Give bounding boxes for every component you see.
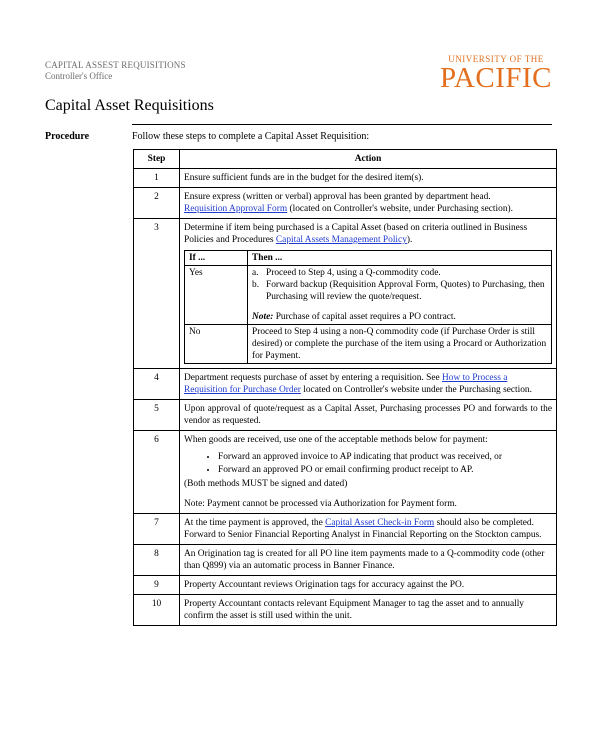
- page-title: Capital Asset Requisitions: [45, 97, 214, 114]
- table-row: [134, 576, 557, 595]
- step-number: 1: [134, 169, 180, 188]
- step-column-header: Step: [134, 150, 180, 169]
- decision-header-row: [185, 251, 552, 266]
- list-item: • Forward an approved PO or email confirming product receipt to AP.: [218, 464, 552, 476]
- action-text: Ensure express (written or verbal) approval has been granted by department head.: [184, 192, 491, 202]
- table-row: [134, 219, 557, 369]
- sub-item-label: b.: [252, 280, 260, 290]
- payment-methods-list: [184, 451, 552, 476]
- capital-assets-policy-link[interactable]: Capital Assets Management Policy: [275, 235, 407, 245]
- process-requisition-link[interactable]: How to Process a Requisition for Purchase Order: [184, 373, 508, 395]
- list-item: • Forward an approved invoice to AP indicating that product was received, or: [218, 451, 552, 463]
- step-action: Upon approval of quote/request as a Capital Asset, Purchasing processes PO and forwards to the vendor as requested.: [180, 400, 557, 431]
- table-row: [134, 169, 557, 188]
- sub-item-text: Proceed to Step 4, using a Q-commodity code.: [266, 268, 441, 278]
- procedure-intro: Follow these steps to complete a Capital Asset Requisition:: [132, 131, 370, 142]
- document-header-subtitle: Controller's Office: [45, 71, 113, 81]
- action-text: should also be completed. Forward to Senior Financial Reporting Analyst in Financial Reporting on the Stockton campus.: [184, 518, 542, 540]
- step-number: 10: [134, 595, 180, 626]
- decision-sub-item: [252, 279, 547, 303]
- step-number: 3: [134, 219, 180, 369]
- table-row: [134, 369, 557, 400]
- title-divider: [132, 124, 552, 125]
- decision-row-no: [185, 325, 552, 364]
- decision-if-no: No: [185, 325, 248, 364]
- table-row: [134, 400, 557, 431]
- step-action: [180, 188, 557, 219]
- step-action: Ensure sufficient funds are in the budget for the desired item(s).: [180, 169, 557, 188]
- decision-note: [252, 311, 547, 323]
- table-row: [134, 545, 557, 576]
- action-text: Department requests purchase of asset by entering a requisition. See: [184, 373, 440, 383]
- procedure-label: Procedure: [45, 131, 90, 142]
- table-row: [134, 595, 557, 626]
- decision-table: [184, 250, 552, 364]
- action-text: Determine if item being purchased is a Capital Asset (based on criteria outlined in Business Policies and Procedures: [184, 223, 528, 245]
- step-number: 7: [134, 514, 180, 545]
- then-column-header: Then ...: [248, 251, 552, 266]
- logo-top-text: UNIVERSITY OF THE: [448, 54, 544, 64]
- table-row: [134, 431, 557, 514]
- step-action: An Origination tag is created for all PO line item payments made to a Q-commodity code (other than Q899) via an automatic process in Banner Finance.: [180, 545, 557, 576]
- action-text: At the time payment is approved, the: [184, 518, 323, 528]
- note-label: Note:: [252, 312, 274, 322]
- table-row: [134, 514, 557, 545]
- table-header-row: [134, 150, 557, 169]
- logo-main-text: PACIFIC: [439, 62, 553, 94]
- sub-item-text: Forward backup (Requisition Approval Form, Quotes) to Purchasing, then Purchasing will review the quote/request.: [266, 280, 545, 302]
- action-column-header: Action: [180, 150, 557, 169]
- decision-row-yes: [185, 266, 552, 325]
- step-number: 5: [134, 400, 180, 431]
- payment-note: Note: Payment cannot be processed via Authorization for Payment form.: [184, 499, 457, 509]
- action-text: (located on Controller's website, under Purchasing section).: [289, 204, 513, 214]
- action-text: ).: [406, 235, 413, 245]
- step-number: 6: [134, 431, 180, 514]
- step-action: Property Accountant reviews Origination tags for accuracy against the PO.: [180, 576, 557, 595]
- capital-asset-checkin-link[interactable]: Capital Asset Check-in Form: [325, 518, 435, 528]
- decision-sub-item: [252, 267, 547, 279]
- step-action: [180, 431, 557, 514]
- university-logo: [438, 54, 554, 92]
- requisition-approval-form-link[interactable]: Requisition Approval Form: [184, 204, 288, 214]
- note-text: Purchase of capital asset requires a PO contract.: [275, 312, 456, 322]
- step-action: [180, 369, 557, 400]
- decision-then-yes: [248, 266, 552, 325]
- decision-if-yes: Yes: [185, 266, 248, 325]
- step-number: 2: [134, 188, 180, 219]
- action-text: (Both methods MUST be signed and dated): [184, 479, 348, 489]
- step-action: Property Accountant contacts relevant Equipment Manager to tag the asset and to annually confirm the asset is still used within the unit.: [180, 595, 557, 626]
- table-row: [134, 188, 557, 219]
- document-header-title: CAPITAL ASSEST REQUISITIONS: [45, 60, 186, 70]
- action-text: When goods are received, use one of the acceptable methods below for payment:: [184, 435, 488, 445]
- step-number: 4: [134, 369, 180, 400]
- sub-item-label: a.: [252, 268, 259, 278]
- if-column-header: If ...: [185, 251, 248, 266]
- procedure-table: [133, 149, 557, 626]
- decision-then-no: Proceed to Step 4 using a non-Q commodity code (if Purchase Order is still desired) or complete the purchase of the item using a Procard or Authorization for Payment.: [248, 325, 552, 364]
- action-text: located on Controller's website under the Purchasing section.: [303, 385, 532, 395]
- step-number: 9: [134, 576, 180, 595]
- step-number: 8: [134, 545, 180, 576]
- step-action: [180, 219, 557, 369]
- step-action: [180, 514, 557, 545]
